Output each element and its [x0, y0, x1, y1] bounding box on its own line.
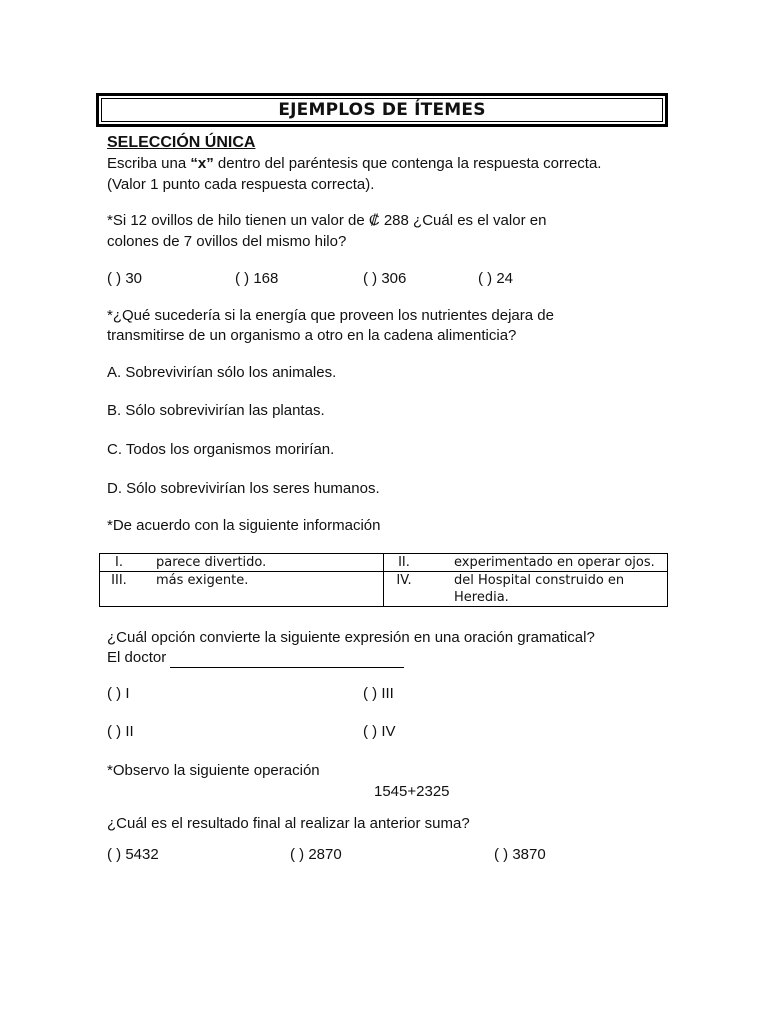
- table-cell: [384, 554, 668, 607]
- q2-line2: transmitirse de un organismo a otro en la cadena alimenticia?: [107, 327, 517, 344]
- q4-question: ¿Cuál es el resultado final al realizar la anterior suma?: [107, 815, 470, 832]
- table-cell: [100, 554, 384, 607]
- q1-line2: colones de 7 ovillos del mismo hilo?: [107, 233, 347, 250]
- instructions-line1: [107, 153, 601, 174]
- q2-option[interactable]: C. Todos los organismos morirían.: [107, 441, 335, 458]
- q4-intro: *Observo la siguiente operación: [107, 762, 320, 779]
- instructions-text-post: dentro del paréntesis que contenga la respuesta correcta.: [213, 155, 602, 172]
- table-item: [100, 554, 383, 572]
- q3-option[interactable]: ( ) I: [107, 685, 130, 702]
- page-title: EJEMPLOS DE ÍTEMES: [278, 100, 486, 120]
- q2-option[interactable]: B. Sólo sobrevivirían las plantas.: [107, 402, 325, 419]
- q1-option[interactable]: ( ) 30: [107, 270, 143, 287]
- item-text: más exigente.: [156, 573, 249, 588]
- table-item: [384, 572, 667, 606]
- q4-option[interactable]: ( ) 5432: [107, 846, 159, 863]
- q3-intro: *De acuerdo con la siguiente información: [107, 517, 381, 534]
- q4-option[interactable]: ( ) 2870: [290, 846, 342, 863]
- info-table: [99, 553, 668, 607]
- answer-blank-line: [170, 652, 404, 668]
- table-item: [384, 554, 667, 572]
- item-text: del Hospital construido en Heredia.: [454, 573, 625, 605]
- q3-option[interactable]: ( ) II: [107, 723, 134, 740]
- q2-option[interactable]: A. Sobrevivirían sólo los animales.: [107, 364, 337, 381]
- q2-option[interactable]: D. Sólo sobrevivirían los seres humanos.: [107, 480, 380, 497]
- instructions-mark: “x”: [190, 155, 214, 172]
- q3-option[interactable]: ( ) IV: [363, 723, 396, 740]
- item-number: I.: [115, 555, 123, 570]
- q3-prompt: El doctor: [107, 649, 167, 666]
- item-text: parece divertido.: [156, 555, 267, 570]
- table-item: [100, 572, 383, 589]
- section-title: SELECCIÓN ÚNICA: [107, 134, 256, 151]
- instructions-line2: (Valor 1 punto cada respuesta correcta).: [107, 176, 375, 193]
- q2-line1: *¿Qué sucedería si la energía que proveen los nutrientes dejara de: [107, 307, 554, 324]
- instructions-text-pre: Escriba una: [107, 155, 191, 172]
- item-number: II.: [398, 555, 410, 570]
- q3-option[interactable]: ( ) III: [363, 685, 394, 702]
- q1-line1: *Si 12 ovillos de hilo tienen un valor de ₡ 288 ¿Cuál es el valor en: [107, 212, 547, 229]
- item-text: experimentado en operar ojos.: [454, 555, 655, 570]
- q1-option[interactable]: ( ) 306: [363, 270, 407, 287]
- item-number: IV.: [396, 573, 412, 588]
- q3-question: ¿Cuál opción convierte la siguiente expresión en una oración gramatical?: [107, 629, 595, 646]
- q4-operation: 1545+2325: [374, 783, 450, 800]
- q4-option[interactable]: ( ) 3870: [494, 846, 546, 863]
- q1-option[interactable]: ( ) 24: [478, 270, 514, 287]
- title-box: [96, 93, 668, 127]
- table-row: [100, 554, 668, 607]
- item-number: III.: [111, 573, 127, 588]
- q3-prompt-line: [107, 647, 404, 668]
- q1-option[interactable]: ( ) 168: [235, 270, 279, 287]
